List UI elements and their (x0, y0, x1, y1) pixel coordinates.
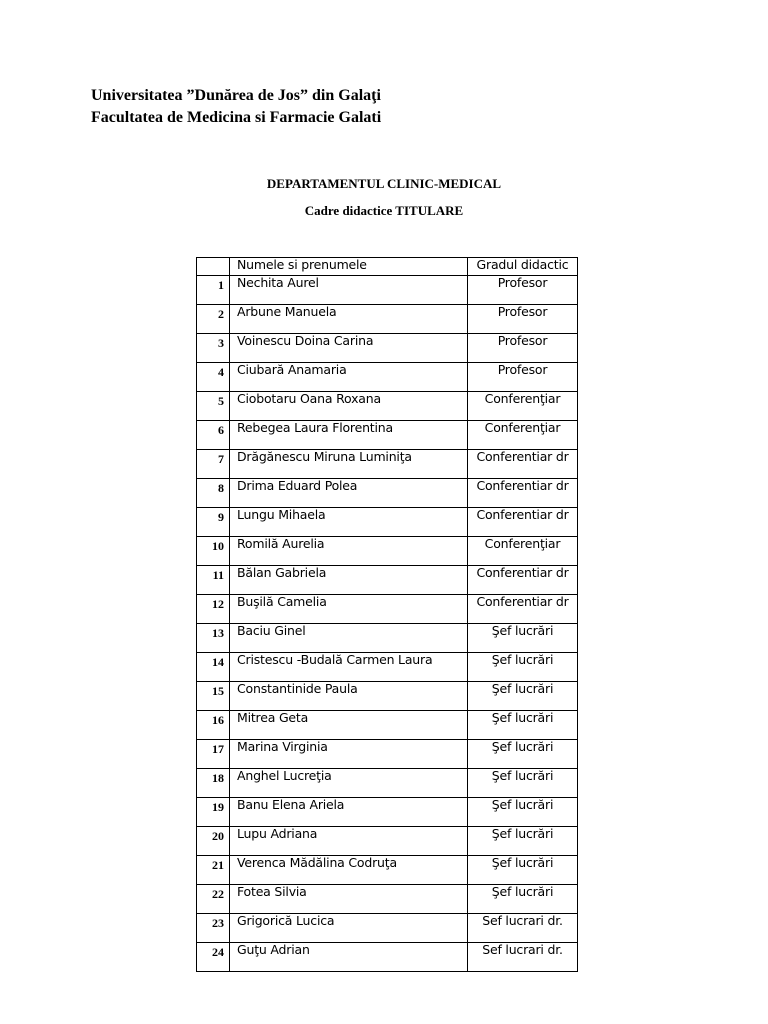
row-number: 13 (197, 624, 230, 653)
header-grade: Gradul didactic (468, 258, 578, 276)
table-row (197, 450, 578, 479)
row-grade: Profesor (468, 334, 578, 363)
table-row (197, 943, 578, 972)
table-row (197, 566, 578, 595)
row-grade: Conferentiar dr (468, 508, 578, 537)
table-row (197, 740, 578, 769)
row-number: 2 (197, 305, 230, 334)
table-row (197, 392, 578, 421)
row-number: 22 (197, 885, 230, 914)
table-row (197, 885, 578, 914)
row-number: 10 (197, 537, 230, 566)
row-grade: Şef lucrări (468, 653, 578, 682)
row-name: Voinescu Doina Carina (230, 334, 468, 363)
header-name: Numele si prenumele (230, 258, 468, 276)
row-name: Ciobotaru Oana Roxana (230, 392, 468, 421)
row-grade: Conferentiar dr (468, 450, 578, 479)
row-number: 14 (197, 653, 230, 682)
row-grade: Şef lucrări (468, 711, 578, 740)
row-grade: Conferenţiar (468, 421, 578, 450)
table-row (197, 798, 578, 827)
table-row (197, 363, 578, 392)
row-grade: Şef lucrări (468, 856, 578, 885)
row-name: Grigorică Lucica (230, 914, 468, 943)
department-title: DEPARTAMENTUL CLINIC-MEDICAL (266, 176, 502, 191)
row-name: Lungu Mihaela (230, 508, 468, 537)
table-row (197, 856, 578, 885)
faculty-name: Facultatea de Medicina si Farmacie Galati (91, 109, 382, 126)
table-row (197, 711, 578, 740)
table-row (197, 595, 578, 624)
row-name: Constantinide Paula (230, 682, 468, 711)
table-row (197, 334, 578, 363)
row-name: Banu Elena Ariela (230, 798, 468, 827)
row-name: Drima Eduard Polea (230, 479, 468, 508)
table-row (197, 653, 578, 682)
row-name: Drăgănescu Miruna Luminiţa (230, 450, 468, 479)
department-subtitle: Cadre didactice TITULARE (304, 203, 464, 218)
row-name: Baciu Ginel (230, 624, 468, 653)
table-row (197, 479, 578, 508)
table-row (197, 276, 578, 305)
row-grade: Profesor (468, 363, 578, 392)
row-name: Arbune Manuela (230, 305, 468, 334)
row-number: 3 (197, 334, 230, 363)
row-name: Anghel Lucreţia (230, 769, 468, 798)
row-number: 6 (197, 421, 230, 450)
row-number: 18 (197, 769, 230, 798)
row-grade: Sef lucrari dr. (468, 943, 578, 972)
row-grade: Conferentiar dr (468, 595, 578, 624)
table-row (197, 682, 578, 711)
row-grade: Profesor (468, 305, 578, 334)
table-row (197, 914, 578, 943)
row-number: 11 (197, 566, 230, 595)
row-name: Guţu Adrian (230, 943, 468, 972)
row-name: Rebegea Laura Florentina (230, 421, 468, 450)
table-row (197, 305, 578, 334)
row-name: Bălan Gabriela (230, 566, 468, 595)
row-number: 4 (197, 363, 230, 392)
row-number: 17 (197, 740, 230, 769)
row-number: 23 (197, 914, 230, 943)
row-number: 20 (197, 827, 230, 856)
row-number: 24 (197, 943, 230, 972)
row-number: 8 (197, 479, 230, 508)
university-name: Universitatea ”Dunărea de Jos” din Galaţi (91, 87, 381, 104)
row-name: Mitrea Geta (230, 711, 468, 740)
row-number: 16 (197, 711, 230, 740)
row-grade: Conferentiar dr (468, 566, 578, 595)
row-grade: Şef lucrări (468, 624, 578, 653)
table-row (197, 827, 578, 856)
row-number: 9 (197, 508, 230, 537)
row-grade: Profesor (468, 276, 578, 305)
table-row (197, 421, 578, 450)
row-grade: Conferenţiar (468, 392, 578, 421)
row-number: 7 (197, 450, 230, 479)
table-header-row (197, 258, 578, 276)
row-number: 12 (197, 595, 230, 624)
table-row (197, 624, 578, 653)
row-number: 15 (197, 682, 230, 711)
row-grade: Şef lucrări (468, 769, 578, 798)
table-row (197, 537, 578, 566)
row-number: 21 (197, 856, 230, 885)
row-grade: Şef lucrări (468, 740, 578, 769)
row-name: Verenca Mădălina Codruţa (230, 856, 468, 885)
row-number: 5 (197, 392, 230, 421)
row-grade: Conferenţiar (468, 537, 578, 566)
row-number: 1 (197, 276, 230, 305)
row-name: Buşilă Camelia (230, 595, 468, 624)
row-name: Ciubară Anamaria (230, 363, 468, 392)
row-grade: Conferentiar dr (468, 479, 578, 508)
row-grade: Şef lucrări (468, 827, 578, 856)
staff-table (196, 257, 578, 972)
row-grade: Şef lucrări (468, 682, 578, 711)
row-name: Fotea Silvia (230, 885, 468, 914)
row-name: Marina Virginia (230, 740, 468, 769)
row-name: Lupu Adriana (230, 827, 468, 856)
table-row (197, 769, 578, 798)
table-row (197, 508, 578, 537)
row-grade: Şef lucrări (468, 885, 578, 914)
row-name: Cristescu -Budală Carmen Laura (230, 653, 468, 682)
row-name: Nechita Aurel (230, 276, 468, 305)
row-number: 19 (197, 798, 230, 827)
row-grade: Sef lucrari dr. (468, 914, 578, 943)
document-header (91, 85, 381, 129)
header-nr (197, 258, 230, 276)
row-grade: Şef lucrări (468, 798, 578, 827)
row-name: Romilă Aurelia (230, 537, 468, 566)
